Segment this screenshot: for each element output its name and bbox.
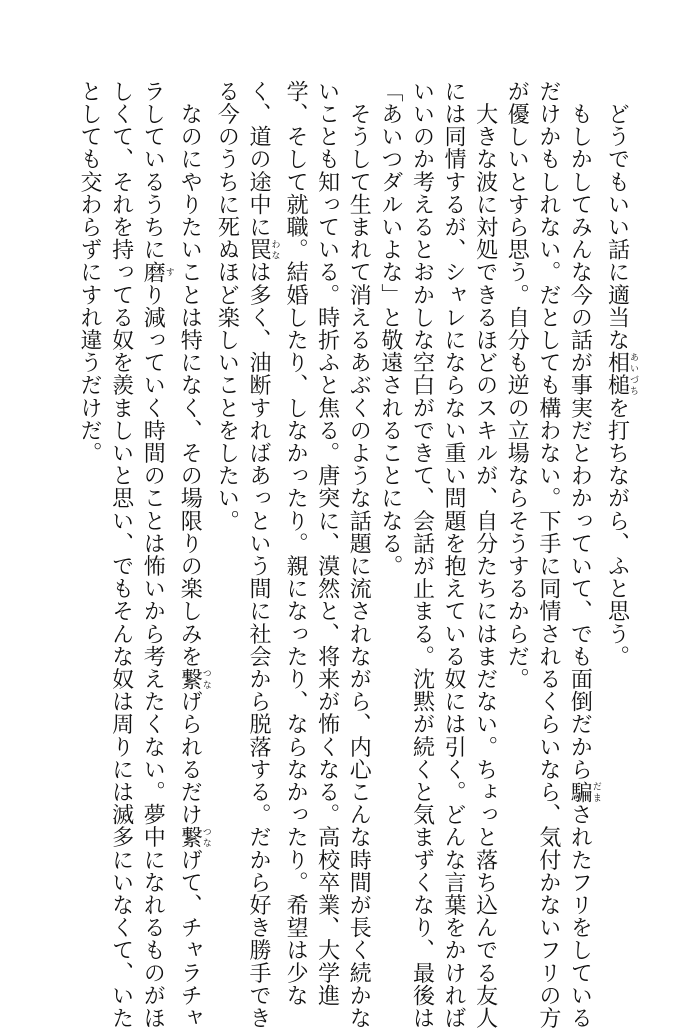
text-line: もしかしてみんな今の話が事実だとわかっていて、でも面倒だから騙だまされたフリをしている [567, 80, 601, 1029]
text-line: が優しいとすら思う。自分も逆の立場ならそうするからだ。 [504, 80, 530, 691]
text-line: いいのか考えるとおかしな空白ができて、会話が止まる。沈黙が続くと気まずくなり、最後は [409, 80, 435, 1029]
text-line: 学、そして就職。結婚したり、しなかったり。親になったり、ならなかったり。希望は少な [283, 80, 309, 1007]
text-line: 「あいつダルいよな」と敬遠されることになる。 [377, 80, 403, 578]
ruby-reading: わな [269, 238, 280, 261]
ruby-reading: つな [200, 667, 211, 691]
ruby-tsuna: 繋つな [177, 825, 211, 849]
text-line: しくて、それを持ってる奴を羨ましいと思い、でもそんな奴は周りには滅多にいなくて、いた [108, 80, 134, 1029]
text-line: いことも知っている。時折ふと焦る。唐突に、漠然と、将来が怖くなる。高校卒業、大学進 [314, 80, 340, 1007]
ruby-wana: 罠わな [245, 238, 280, 261]
ruby-reading: だま [590, 780, 601, 804]
vertical-text-body [73, 80, 638, 1029]
text-line: なのにやりたいことは特になく、その場限りの楽しみを繋つなげられるだけ繋つなげて、チャラチャ [177, 80, 211, 1029]
ruby-aizuchi: 相槌あいづち [604, 351, 638, 397]
text-line: には同情するが、シャレにならない重い問題を抱えている奴には引く。どんな言葉をかければ [441, 80, 467, 1029]
text-line: ラしているうちに磨すり減っていく時間のことは怖いから考えたくない。夢中になれるものがほ [140, 80, 174, 1029]
ruby-reading: あいづち [628, 351, 638, 397]
text-line: そうして生まれて消えるあぶくのような話題に流されながら、内心こんな時間が長く続かな [346, 80, 372, 1029]
ruby-reading: つな [200, 825, 211, 849]
ruby-tsuna: 繋つな [177, 667, 211, 691]
text-line: 大きな波に対処できるほどのスキルが、自分たちにはまだない。ちょっと落ち込んでる友人 [472, 80, 498, 1029]
ruby-su: 磨す [140, 260, 174, 284]
text-line: だけかもしれない。だとしても構わない。下手に同情されるくらいなら、気付かないフリの方 [535, 80, 561, 1029]
text-line: どうでもいい話に適当な相槌あいづちを打ちながら、ふと思う。 [604, 80, 638, 668]
ruby-damasa: 騙だま [567, 780, 601, 804]
ruby-reading: す [163, 260, 174, 284]
text-line: る今のうちに死ぬほど楽しいことをしたい。 [214, 80, 240, 532]
text-line: く、道の途中に罠わなは多く、油断すればあっという間に社会から脱落する。だから好き勝手でき [245, 80, 280, 1029]
text-line: としても交わらずにすれ違うだけだ。 [77, 80, 102, 465]
